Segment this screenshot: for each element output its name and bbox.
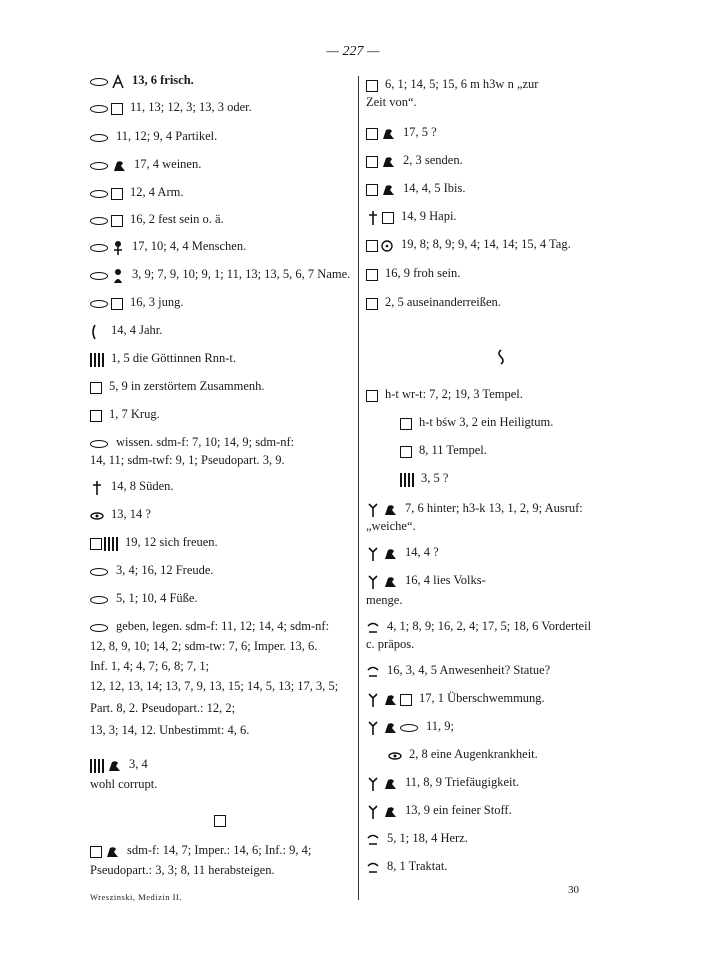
entry [90, 294, 183, 312]
hieroglyph-icon [90, 351, 106, 368]
hieroglyph-icon [90, 267, 127, 284]
hieroglyph-icon [366, 237, 396, 254]
hieroglyph-icon [366, 691, 414, 708]
hieroglyph-icon [90, 563, 111, 580]
hieroglyph-icon [400, 443, 414, 460]
entry [366, 236, 571, 254]
entry [366, 265, 460, 283]
entry [90, 862, 275, 879]
hieroglyph-icon [366, 775, 400, 792]
entry [366, 618, 591, 636]
entry [366, 208, 457, 226]
hieroglyph-icon [90, 157, 129, 174]
entry-text: 12, 12, 13, 14; 13, 7, 9, 13, 15; 14, 5, 13; 17, 3, 5; [90, 679, 339, 693]
entry-text: 16, 4 lies Volks- [405, 573, 486, 587]
entry-text: 11, 13; 12, 3; 13, 3 oder. [130, 100, 252, 114]
entry-text: 13, 3; 14, 12. Unbestimmt: 4, 6. [90, 723, 250, 737]
entry-text: 14, 8 Süden. [111, 479, 174, 493]
hieroglyph-icon [366, 545, 400, 562]
entry [90, 590, 198, 608]
entry [90, 406, 160, 424]
hieroglyph-icon [366, 719, 421, 736]
entry-text: 12, 8, 9, 10; 14, 2; sdm-tw: 7, 6; Imper. 13, 6. [90, 639, 318, 653]
hieroglyph-icon [90, 185, 125, 202]
hieroglyph-icon [366, 181, 398, 198]
hieroglyph-icon [366, 77, 380, 94]
entry [400, 470, 448, 488]
entry-text: 19, 12 sich freuen. [125, 535, 218, 549]
section-glyph-icon [214, 815, 226, 827]
entry-text: 7, 6 hinter; h3-k 13, 1, 2, 9; Ausruf: [405, 501, 583, 515]
entry-text: h-t wr-t: 7, 2; 19, 3 Tempel. [385, 387, 523, 401]
entry [366, 858, 447, 876]
hieroglyph-icon [366, 831, 382, 848]
entry-text: 16, 3 jung. [130, 295, 184, 309]
entry [90, 618, 329, 636]
entry-text: sdm-f: 14, 7; Imper.: 14, 6; Inf.: 9, 4; [127, 843, 312, 857]
entry [366, 690, 545, 708]
entry-text: 17, 1 Überschwemmung. [419, 691, 545, 705]
entry-text: 14, 4 Jahr. [111, 323, 163, 337]
hieroglyph-icon [366, 663, 382, 680]
hieroglyph-icon [90, 507, 106, 524]
entry-text: 5, 9 in zerstörtem Zusammenh. [109, 379, 265, 393]
entry-text: Part. 8, 2. Pseudopart.: 12, 2; [90, 701, 236, 715]
hieroglyph-icon [90, 295, 125, 312]
entry-text: 5, 1; 10, 4 Füße. [116, 591, 198, 605]
hieroglyph-icon [90, 843, 122, 860]
hieroglyph-icon [366, 859, 382, 876]
entry-text: 16, 9 froh sein. [385, 266, 461, 280]
entry [90, 776, 157, 793]
entry [90, 452, 285, 469]
hieroglyph-icon [400, 471, 416, 488]
entry [90, 266, 350, 284]
hieroglyph-icon [366, 803, 400, 820]
entry [366, 592, 402, 609]
entry [90, 678, 338, 695]
entry-text: 3, 4 [129, 757, 148, 771]
hieroglyph-icon [90, 73, 127, 90]
entry-text: 11, 12; 9, 4 Partikel. [116, 129, 218, 143]
entry-text: 8, 1 Traktat. [387, 859, 448, 873]
entry-text: 11, 9; [426, 719, 455, 733]
entry-text: 13, 9 ein feiner Stoff. [405, 803, 512, 817]
hieroglyph-icon [90, 591, 111, 608]
entry-text: 13, 14 ? [111, 507, 151, 521]
section-heading [366, 348, 638, 365]
entry-text: Zeit von“. [366, 95, 417, 109]
entry [366, 572, 486, 590]
hieroglyph-icon [366, 125, 398, 142]
entry-text: 13, 6 frisch. [132, 73, 194, 87]
entry [366, 124, 437, 142]
entry [90, 842, 311, 860]
entry-text: „weiche“. [366, 519, 416, 533]
hieroglyph-icon [90, 479, 106, 496]
hieroglyph-icon [90, 239, 127, 256]
entry [90, 534, 218, 552]
hieroglyph-icon [90, 379, 104, 396]
entry [90, 156, 201, 174]
entry-text: 5, 1; 18, 4 Herz. [387, 831, 468, 845]
entry [90, 506, 151, 524]
entry-text: wohl corrupt. [90, 777, 158, 791]
entry [366, 94, 417, 111]
hieroglyph-icon [90, 535, 120, 552]
entry-text: 1, 5 die Göttinnen Rnn-t. [111, 351, 236, 365]
entry [90, 478, 174, 496]
entry-text: 4, 1; 8, 9; 16, 2, 4; 17, 5; 18, 6 Vorderteil [387, 619, 592, 633]
entry-text: 1, 7 Krug. [109, 407, 160, 421]
entry [90, 238, 246, 256]
entry [366, 774, 519, 792]
entry [90, 756, 148, 774]
hieroglyph-icon [90, 619, 111, 636]
hieroglyph-icon [388, 747, 404, 764]
entry-text: 17, 4 weinen. [134, 157, 202, 171]
entry-text: 16, 3, 4, 5 Anwesenheit? Statue? [387, 663, 551, 677]
hieroglyph-icon [90, 212, 125, 229]
entry-text: 3, 5 ? [421, 471, 449, 485]
hieroglyph-icon [366, 619, 382, 636]
hieroglyph-icon [90, 323, 106, 340]
hieroglyph-icon [366, 209, 396, 226]
entry-text: 3, 9; 7, 9, 10; 9, 1; 11, 13; 13, 5, 6, 7 Name. [132, 267, 351, 281]
entry-text: 17, 5 ? [403, 125, 437, 139]
entry [366, 718, 454, 736]
entry-text: 8, 11 Tempel. [419, 443, 487, 457]
hieroglyph-icon [366, 387, 380, 404]
entry [90, 638, 317, 655]
entry-text: 2, 5 auseinanderreißen. [385, 295, 501, 309]
column-divider [358, 76, 359, 900]
entry [366, 830, 468, 848]
entry-text: menge. [366, 593, 403, 607]
footer-citation: Wreszinski, Medizin II. [90, 892, 182, 902]
entry-text: 2, 3 senden. [403, 153, 463, 167]
entry [366, 500, 583, 518]
hieroglyph-icon [366, 295, 380, 312]
sheet-number: 30 [568, 884, 579, 896]
entry-text: 16, 2 fest sein o. ä. [130, 212, 224, 226]
entry-text: 11, 8, 9 Triefäugigkeit. [405, 775, 520, 789]
hieroglyph-icon [90, 435, 111, 452]
hieroglyph-icon [366, 501, 400, 518]
entry [90, 128, 217, 146]
entry-text: h-t bśw 3, 2 ein Heiligtum. [419, 415, 554, 429]
entry [400, 414, 553, 432]
entry-text: Pseudopart.: 3, 3; 8, 11 herabsteigen. [90, 863, 275, 877]
entry [90, 184, 183, 202]
entry [366, 636, 414, 653]
entry [90, 562, 214, 580]
entry [400, 442, 487, 460]
entry [90, 99, 252, 117]
section-heading [90, 812, 352, 829]
entry [366, 802, 512, 820]
entry [90, 378, 265, 396]
entry-text: 14, 9 Hapi. [401, 209, 457, 223]
entry-text: c. präpos. [366, 637, 415, 651]
entry-text: wissen. sdm-f: 7, 10; 14, 9; sdm-nf: [116, 435, 295, 449]
entry [90, 211, 224, 229]
entry [366, 76, 538, 94]
hieroglyph-icon [90, 100, 125, 117]
hieroglyph-icon [90, 757, 124, 774]
entry-text: 19, 8; 8, 9; 9, 4; 14, 14; 15, 4 Tag. [401, 237, 571, 251]
section-glyph-icon [494, 349, 508, 365]
entry-text: 12, 4 Arm. [130, 185, 184, 199]
entry [90, 322, 162, 340]
entry-text: 3, 4; 16, 12 Freude. [116, 563, 214, 577]
hieroglyph-icon [366, 266, 380, 283]
entry [366, 662, 550, 680]
entry [366, 386, 523, 404]
entry-text: 14, 4 ? [405, 545, 439, 559]
entry [90, 350, 236, 368]
entry-text: 6, 1; 14, 5; 15, 6 m h3w n „zur [385, 77, 539, 91]
hieroglyph-icon [90, 129, 111, 146]
entry [366, 152, 463, 170]
page-number: — 227 — [326, 44, 380, 59]
entry-text: geben, legen. sdm-f: 11, 12; 14, 4; sdm-nf: [116, 619, 330, 633]
entry [366, 294, 501, 312]
entry [90, 700, 235, 717]
hieroglyph-icon [366, 153, 398, 170]
entry [90, 722, 249, 739]
entry [90, 72, 194, 90]
hieroglyph-icon [90, 407, 104, 424]
entry-text: 2, 8 eine Augenkrankheit. [409, 747, 538, 761]
entry-text: 14, 11; sdm-twf: 9, 1; Pseudopart. 3, 9. [90, 453, 285, 467]
entry [366, 518, 416, 535]
hieroglyph-icon [400, 415, 414, 432]
entry-text: 17, 10; 4, 4 Menschen. [132, 239, 247, 253]
hieroglyph-icon [366, 573, 400, 590]
entry [366, 544, 439, 562]
entry [366, 180, 466, 198]
entry [90, 434, 294, 452]
entry-text: 14, 4, 5 Ibis. [403, 181, 466, 195]
entry-text: Inf. 1, 4; 4, 7; 6, 8; 7, 1; [90, 659, 210, 673]
entry [90, 658, 209, 675]
entry [388, 746, 538, 764]
